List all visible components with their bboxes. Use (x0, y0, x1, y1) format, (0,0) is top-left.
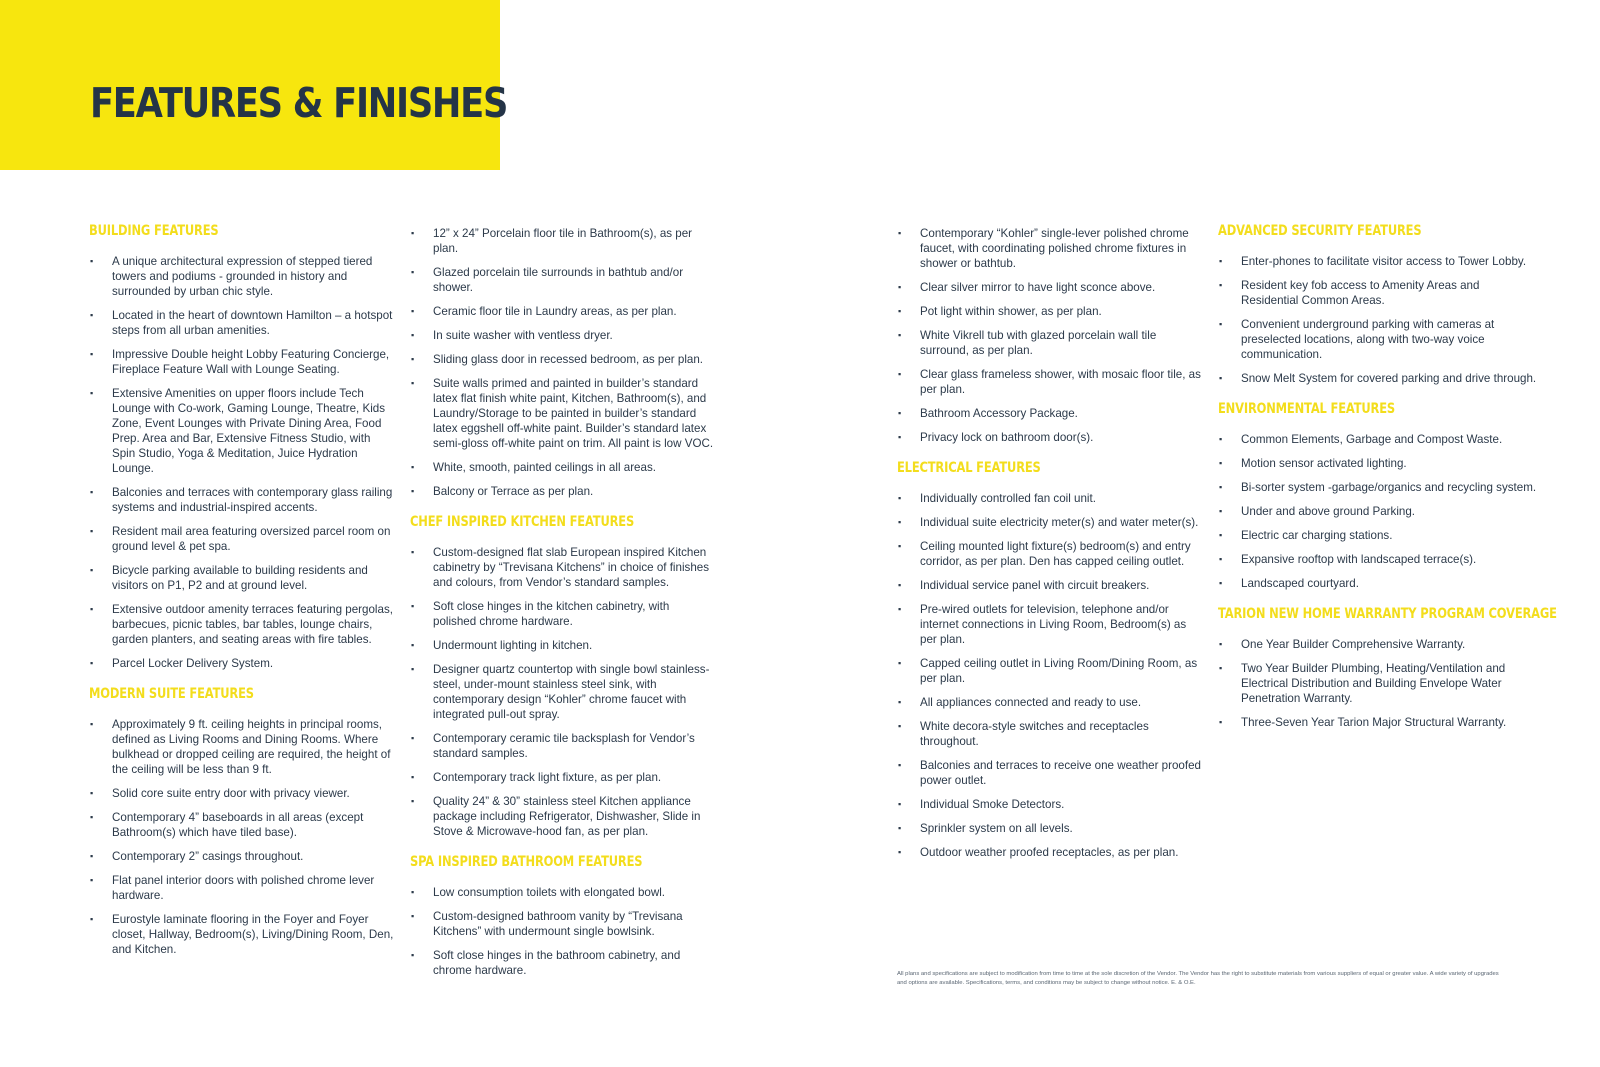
bullet-icon: ▪ (1219, 530, 1223, 540)
list-item (89, 524, 394, 554)
list-item (897, 578, 1202, 593)
bullet-icon: ▪ (411, 267, 415, 277)
list-item-text: Capped ceiling outlet in Living Room/Dining Room, as per plan. (920, 657, 1198, 685)
list-item (897, 719, 1202, 749)
list-item-text: Parcel Locker Delivery System. (112, 657, 274, 670)
section-heading: SPA INSPIRED BATHROOM FEATURES (410, 854, 643, 870)
bullet-icon: ▪ (1219, 373, 1223, 383)
list-item-text: Resident mail area featuring oversized parcel room on ground level & pet spa. (112, 525, 391, 553)
list-item (1218, 637, 1538, 652)
list-item (897, 430, 1202, 445)
bullet-icon: ▪ (1219, 578, 1223, 588)
list-item (410, 662, 715, 722)
list-item-text: Located in the heart of downtown Hamilton – a hotspot steps from all urban amenities. (112, 309, 393, 337)
list-item-text: Custom-designed flat slab European inspired Kitchen cabinetry by “Trevisana Kitchens” in choice of finishes and colours, from Vendor’s standard samples. (433, 546, 710, 589)
list-item (1218, 528, 1538, 543)
feature-list (89, 254, 394, 671)
list-item-text: Bicycle parking available to building residents and visitors on P1, P2 and at ground level. (112, 564, 368, 592)
list-item-text: Clear silver mirror to have light sconce above. (920, 281, 1156, 294)
list-item-text: Individual suite electricity meter(s) and water meter(s). (920, 516, 1199, 529)
bullet-icon: ▪ (411, 950, 415, 960)
list-item-text: Extensive outdoor amenity terraces featuring pergolas, barbecues, picnic tables, bar tables, lounge chairs, garden planters, and seating areas with fire tables. (112, 603, 393, 646)
list-item-text: Sliding glass door in recessed bedroom, as per plan. (433, 353, 704, 366)
list-item-text: Contemporary 2” casings throughout. (112, 850, 304, 863)
list-item-text: Clear glass frameless shower, with mosaic floor tile, as per plan. (920, 368, 1201, 396)
list-item-text: Designer quartz countertop with single bowl stainless-steel, under-mount stainless steel sink, with contemporary design “Kohler” chrome faucet with integrated pull-out spray. (433, 663, 710, 721)
list-item-text: White decora-style switches and receptacles throughout. (920, 720, 1149, 748)
bullet-icon: ▪ (1219, 717, 1223, 727)
bullet-icon: ▪ (898, 721, 902, 731)
list-item (89, 308, 394, 338)
list-item (897, 367, 1202, 397)
list-item (897, 656, 1202, 686)
list-item (89, 485, 394, 515)
section-heading: TARION NEW HOME WARRANTY PROGRAM COVERAGE (1218, 606, 1557, 622)
list-item-text: White Vikrell tub with glazed porcelain wall tile surround, as per plan. (920, 329, 1157, 357)
list-item-text: 12” x 24” Porcelain floor tile in Bathroom(s), as per plan. (433, 227, 693, 255)
list-item-text: Glazed porcelain tile surrounds in bathtub and/or shower. (433, 266, 684, 294)
list-item-text: Contemporary 4” baseboards in all areas (except Bathroom(s) which have tiled base). (112, 811, 364, 839)
list-item (1218, 456, 1538, 471)
list-item-text: Individual service panel with circuit breakers. (920, 579, 1150, 592)
bullet-icon: ▪ (898, 369, 902, 379)
list-item (897, 758, 1202, 788)
list-item (89, 717, 394, 777)
list-item (897, 304, 1202, 319)
list-item (410, 599, 715, 629)
list-item-text: Custom-designed bathroom vanity by “Trevisana Kitchens” with undermount single bowlsink. (433, 910, 683, 938)
bullet-icon: ▪ (411, 228, 415, 238)
bullet-icon: ▪ (898, 604, 902, 614)
bullet-icon: ▪ (1219, 554, 1223, 564)
list-item (410, 352, 715, 367)
list-item (897, 695, 1202, 710)
bullet-icon: ▪ (90, 526, 94, 536)
bullet-icon: ▪ (898, 799, 902, 809)
list-item-text: Ceiling mounted light fixture(s) bedroom(s) and entry corridor, as per plan. Den has capped ceiling outlet. (920, 540, 1191, 568)
list-item-text: Three-Seven Year Tarion Major Structural Warranty. (1241, 716, 1507, 729)
bullet-icon: ▪ (411, 462, 415, 472)
disclaimer: All plans and specifications are subject to modification from time to time at the sole discretion of the Vendor. The Vendor has the right to substitute materials from various suppliers of equal or greater value. A wide variety of upgrades and options are available. Specifications, terms, and conditions may be subject to change without notice. E. & O.E. (897, 971, 1499, 986)
list-item (410, 265, 715, 295)
bullet-icon: ▪ (1219, 506, 1223, 516)
bullet-icon: ▪ (898, 408, 902, 418)
list-item-text: All appliances connected and ready to use. (920, 696, 1142, 709)
list-item (1218, 317, 1538, 362)
bullet-icon: ▪ (898, 330, 902, 340)
list-item-text: White, smooth, painted ceilings in all areas. (433, 461, 656, 474)
list-item (89, 656, 394, 671)
page-title: FEATURES & FINISHES (90, 79, 508, 127)
list-item-text: Electric car charging stations. (1241, 529, 1393, 542)
list-item-text: Individual Smoke Detectors. (920, 798, 1065, 811)
bullet-icon: ▪ (411, 887, 415, 897)
list-item-text: Two Year Builder Plumbing, Heating/Ventilation and Electrical Distribution and Building Envelope Water Penetration Warranty. (1241, 662, 1506, 705)
list-item (410, 328, 715, 343)
list-item-text: Common Elements, Garbage and Compost Waste. (1241, 433, 1503, 446)
bullet-icon: ▪ (898, 580, 902, 590)
list-item (410, 226, 715, 256)
section-heading: ADVANCED SECURITY FEATURES (1218, 223, 1422, 239)
feature-list (1218, 637, 1538, 730)
list-item (89, 602, 394, 647)
bullet-icon: ▪ (898, 282, 902, 292)
list-item (897, 821, 1202, 836)
list-item (1218, 432, 1538, 447)
list-item-text: Flat panel interior doors with polished chrome lever hardware. (112, 874, 375, 902)
list-item (1218, 371, 1538, 386)
list-item (1218, 661, 1538, 706)
bullet-icon: ▪ (898, 697, 902, 707)
list-item (897, 280, 1202, 295)
list-item (89, 912, 394, 957)
list-item-text: Low consumption toilets with elongated bowl. (433, 886, 666, 899)
list-item (897, 602, 1202, 647)
list-item-text: Convenient underground parking with cameras at preselected locations, along with two-way voice communication. (1241, 318, 1495, 361)
title-banner (0, 0, 508, 170)
list-item-text: Pot light within shower, as per plan. (920, 305, 1102, 318)
bullet-icon: ▪ (1219, 458, 1223, 468)
list-item-text: Balconies and terraces with contemporary glass railing systems and industrial-inspired accents. (112, 486, 393, 514)
list-item (89, 563, 394, 593)
list-item (89, 873, 394, 903)
bullet-icon: ▪ (411, 306, 415, 316)
list-item-text: Sprinkler system on all levels. (920, 822, 1073, 835)
bullet-icon: ▪ (90, 914, 94, 924)
list-item (410, 638, 715, 653)
list-item (1218, 254, 1538, 269)
bullet-icon: ▪ (411, 601, 415, 611)
bullet-icon: ▪ (1219, 482, 1223, 492)
list-item-text: Expansive rooftop with landscaped terrace(s). (1241, 553, 1477, 566)
column-3 (897, 226, 1202, 874)
list-item (1218, 504, 1538, 519)
list-item (410, 304, 715, 319)
list-item-text: Approximately 9 ft. ceiling heights in principal rooms, defined as Living Rooms and Dining Rooms. Where bulkhead or dropped ceiling are required, the height of the ceiling will be less than 9 ft. (112, 718, 391, 776)
list-item-text: Soft close hinges in the kitchen cabinetry, with polished chrome hardware. (433, 600, 670, 628)
list-item-text: Impressive Double height Lobby Featuring Concierge, Fireplace Feature Wall with Lounge Seating. (112, 348, 390, 376)
bullet-icon: ▪ (411, 547, 415, 557)
bullet-icon: ▪ (411, 772, 415, 782)
bullet-icon: ▪ (411, 664, 415, 674)
list-item-text: Suite walls primed and painted in builder’s standard latex flat finish white paint, Kitchen, Bathroom(s), and Laundry/Storage to be painted in builder’s standard latex eggshell off-white paint. Builder’s standard latex semi-gloss off-white paint on trim. All paint is low VOC. (433, 377, 714, 450)
bullet-icon: ▪ (411, 911, 415, 921)
feature-list (410, 545, 715, 839)
column-4 (1218, 222, 1557, 744)
feature-list (1218, 432, 1538, 591)
list-item (1218, 278, 1538, 308)
section-heading: MODERN SUITE FEATURES (89, 686, 254, 702)
list-item (410, 731, 715, 761)
list-item-text: Contemporary ceramic tile backsplash for Vendor’s standard samples. (433, 732, 695, 760)
list-item-text: Contemporary track light fixture, as per plan. (433, 771, 662, 784)
list-item (89, 786, 394, 801)
bullet-icon: ▪ (898, 760, 902, 770)
list-item-text: Pre-wired outlets for television, telephone and/or internet connections in Living Room, Bedroom(s) as per plan. (920, 603, 1187, 646)
bullet-icon: ▪ (1219, 256, 1223, 266)
list-item-text: Quality 24” & 30” stainless steel Kitchen appliance package including Refrigerator, Dishwasher, Slide in Stove & Microwave-hood fan, as per plan. (433, 795, 701, 838)
bullet-icon: ▪ (90, 788, 94, 798)
list-item (1218, 552, 1538, 567)
list-item-text: Extensive Amenities on upper floors include Tech Lounge with Co-work, Gaming Lounge, Theatre, Kids Zone, Event Lounges with Private Dining Area, Food Prep. Area and Bar, Extensive Fitness Studio, with Spin Studio, Yoga & Meditation, Juice Hydration Lounge. (112, 387, 386, 475)
list-item (410, 770, 715, 785)
list-item (89, 849, 394, 864)
bullet-icon: ▪ (411, 486, 415, 496)
bullet-icon: ▪ (90, 851, 94, 861)
list-item-text: Bathroom Accessory Package. (920, 407, 1078, 420)
bullet-icon: ▪ (90, 604, 94, 614)
feature-list (1218, 254, 1538, 386)
bullet-icon: ▪ (1219, 280, 1223, 290)
list-item (410, 484, 715, 499)
bullet-icon: ▪ (411, 733, 415, 743)
list-item (410, 376, 715, 451)
bullet-icon: ▪ (90, 565, 94, 575)
bullet-icon: ▪ (90, 812, 94, 822)
list-item-text: Snow Melt System for covered parking and drive through. (1241, 372, 1537, 385)
feature-list (89, 717, 394, 957)
list-item-text: Eurostyle laminate flooring in the Foyer and Foyer closet, Hallway, Bedroom(s), Living/Dining Room, Den, and Kitchen. (112, 913, 394, 956)
bullet-icon: ▪ (898, 658, 902, 668)
bullet-icon: ▪ (898, 517, 902, 527)
bullet-icon: ▪ (90, 658, 94, 668)
bullet-icon: ▪ (898, 432, 902, 442)
section-heading: BUILDING FEATURES (89, 223, 219, 239)
list-item (410, 948, 715, 978)
list-item-text: In suite washer with ventless dryer. (433, 329, 613, 342)
bullet-icon: ▪ (898, 823, 902, 833)
bullet-icon: ▪ (90, 310, 94, 320)
list-item-text: Under and above ground Parking. (1241, 505, 1416, 518)
bullet-icon: ▪ (1219, 434, 1223, 444)
list-item-text: Motion sensor activated lighting. (1241, 457, 1407, 470)
feature-list (410, 226, 715, 499)
bullet-icon: ▪ (411, 354, 415, 364)
bullet-icon: ▪ (1219, 639, 1223, 649)
list-item (1218, 480, 1538, 495)
bullet-icon: ▪ (1219, 663, 1223, 673)
feature-list (897, 491, 1202, 860)
list-item-text: Outdoor weather proofed receptacles, as per plan. (920, 846, 1179, 859)
list-item-text: Ceramic floor tile in Laundry areas, as per plan. (433, 305, 677, 318)
list-item-text: Landscaped courtyard. (1241, 577, 1359, 590)
bullet-icon: ▪ (411, 378, 415, 388)
bullet-icon: ▪ (898, 847, 902, 857)
bullet-icon: ▪ (90, 349, 94, 359)
list-item (1218, 576, 1538, 591)
list-item (89, 254, 394, 299)
list-item (410, 460, 715, 475)
list-item-text: Undermount lighting in kitchen. (433, 639, 593, 652)
bullet-icon: ▪ (898, 541, 902, 551)
list-item (897, 406, 1202, 421)
list-item-text: Privacy lock on bathroom door(s). (920, 431, 1094, 444)
bullet-icon: ▪ (898, 306, 902, 316)
bullet-icon: ▪ (90, 388, 94, 398)
feature-list (897, 226, 1202, 445)
list-item (1218, 715, 1538, 730)
bullet-icon: ▪ (898, 228, 902, 238)
bullet-icon: ▪ (411, 330, 415, 340)
list-item (897, 539, 1202, 569)
list-item (897, 797, 1202, 812)
list-item (89, 347, 394, 377)
list-item-text: Soft close hinges in the bathroom cabinetry, and chrome hardware. (433, 949, 681, 977)
list-item-text: Resident key fob access to Amenity Areas and Residential Common Areas. (1241, 279, 1480, 307)
list-item-text: Individually controlled fan coil unit. (920, 492, 1096, 505)
list-item-text: Enter-phones to facilitate visitor access to Tower Lobby. (1241, 255, 1527, 268)
bullet-icon: ▪ (411, 796, 415, 806)
column-1 (89, 222, 394, 971)
column-2 (410, 226, 715, 992)
section-heading: ELECTRICAL FEATURES (897, 460, 1041, 476)
feature-list (410, 885, 715, 978)
bullet-icon: ▪ (90, 875, 94, 885)
list-item-text: Solid core suite entry door with privacy viewer. (112, 787, 350, 800)
list-item (410, 794, 715, 839)
list-item (897, 515, 1202, 530)
list-item (89, 386, 394, 476)
list-item (897, 328, 1202, 358)
list-item-text: Bi-sorter system -garbage/organics and recycling system. (1241, 481, 1537, 494)
list-item-text: Contemporary “Kohler” single-lever polished chrome faucet, with coordinating polished chrome fixtures in shower or bathtub. (920, 227, 1189, 270)
list-item-text: One Year Builder Comprehensive Warranty. (1241, 638, 1466, 651)
list-item (897, 226, 1202, 271)
list-item (410, 545, 715, 590)
bullet-icon: ▪ (90, 487, 94, 497)
list-item (897, 845, 1202, 860)
list-item (410, 885, 715, 900)
list-item (89, 810, 394, 840)
section-heading: CHEF INSPIRED KITCHEN FEATURES (410, 514, 635, 530)
list-item (897, 491, 1202, 506)
bullet-icon: ▪ (90, 719, 94, 729)
bullet-icon: ▪ (898, 493, 902, 503)
list-item-text: A unique architectural expression of stepped tiered towers and podiums - grounded in history and surrounded by urban chic style. (112, 255, 373, 298)
bullet-icon: ▪ (411, 640, 415, 650)
bullet-icon: ▪ (1219, 319, 1223, 329)
list-item-text: Balcony or Terrace as per plan. (433, 485, 594, 498)
list-item-text: Balconies and terraces to receive one weather proofed power outlet. (920, 759, 1201, 787)
bullet-icon: ▪ (90, 256, 94, 266)
section-heading: ENVIRONMENTAL FEATURES (1218, 401, 1396, 417)
list-item (410, 909, 715, 939)
